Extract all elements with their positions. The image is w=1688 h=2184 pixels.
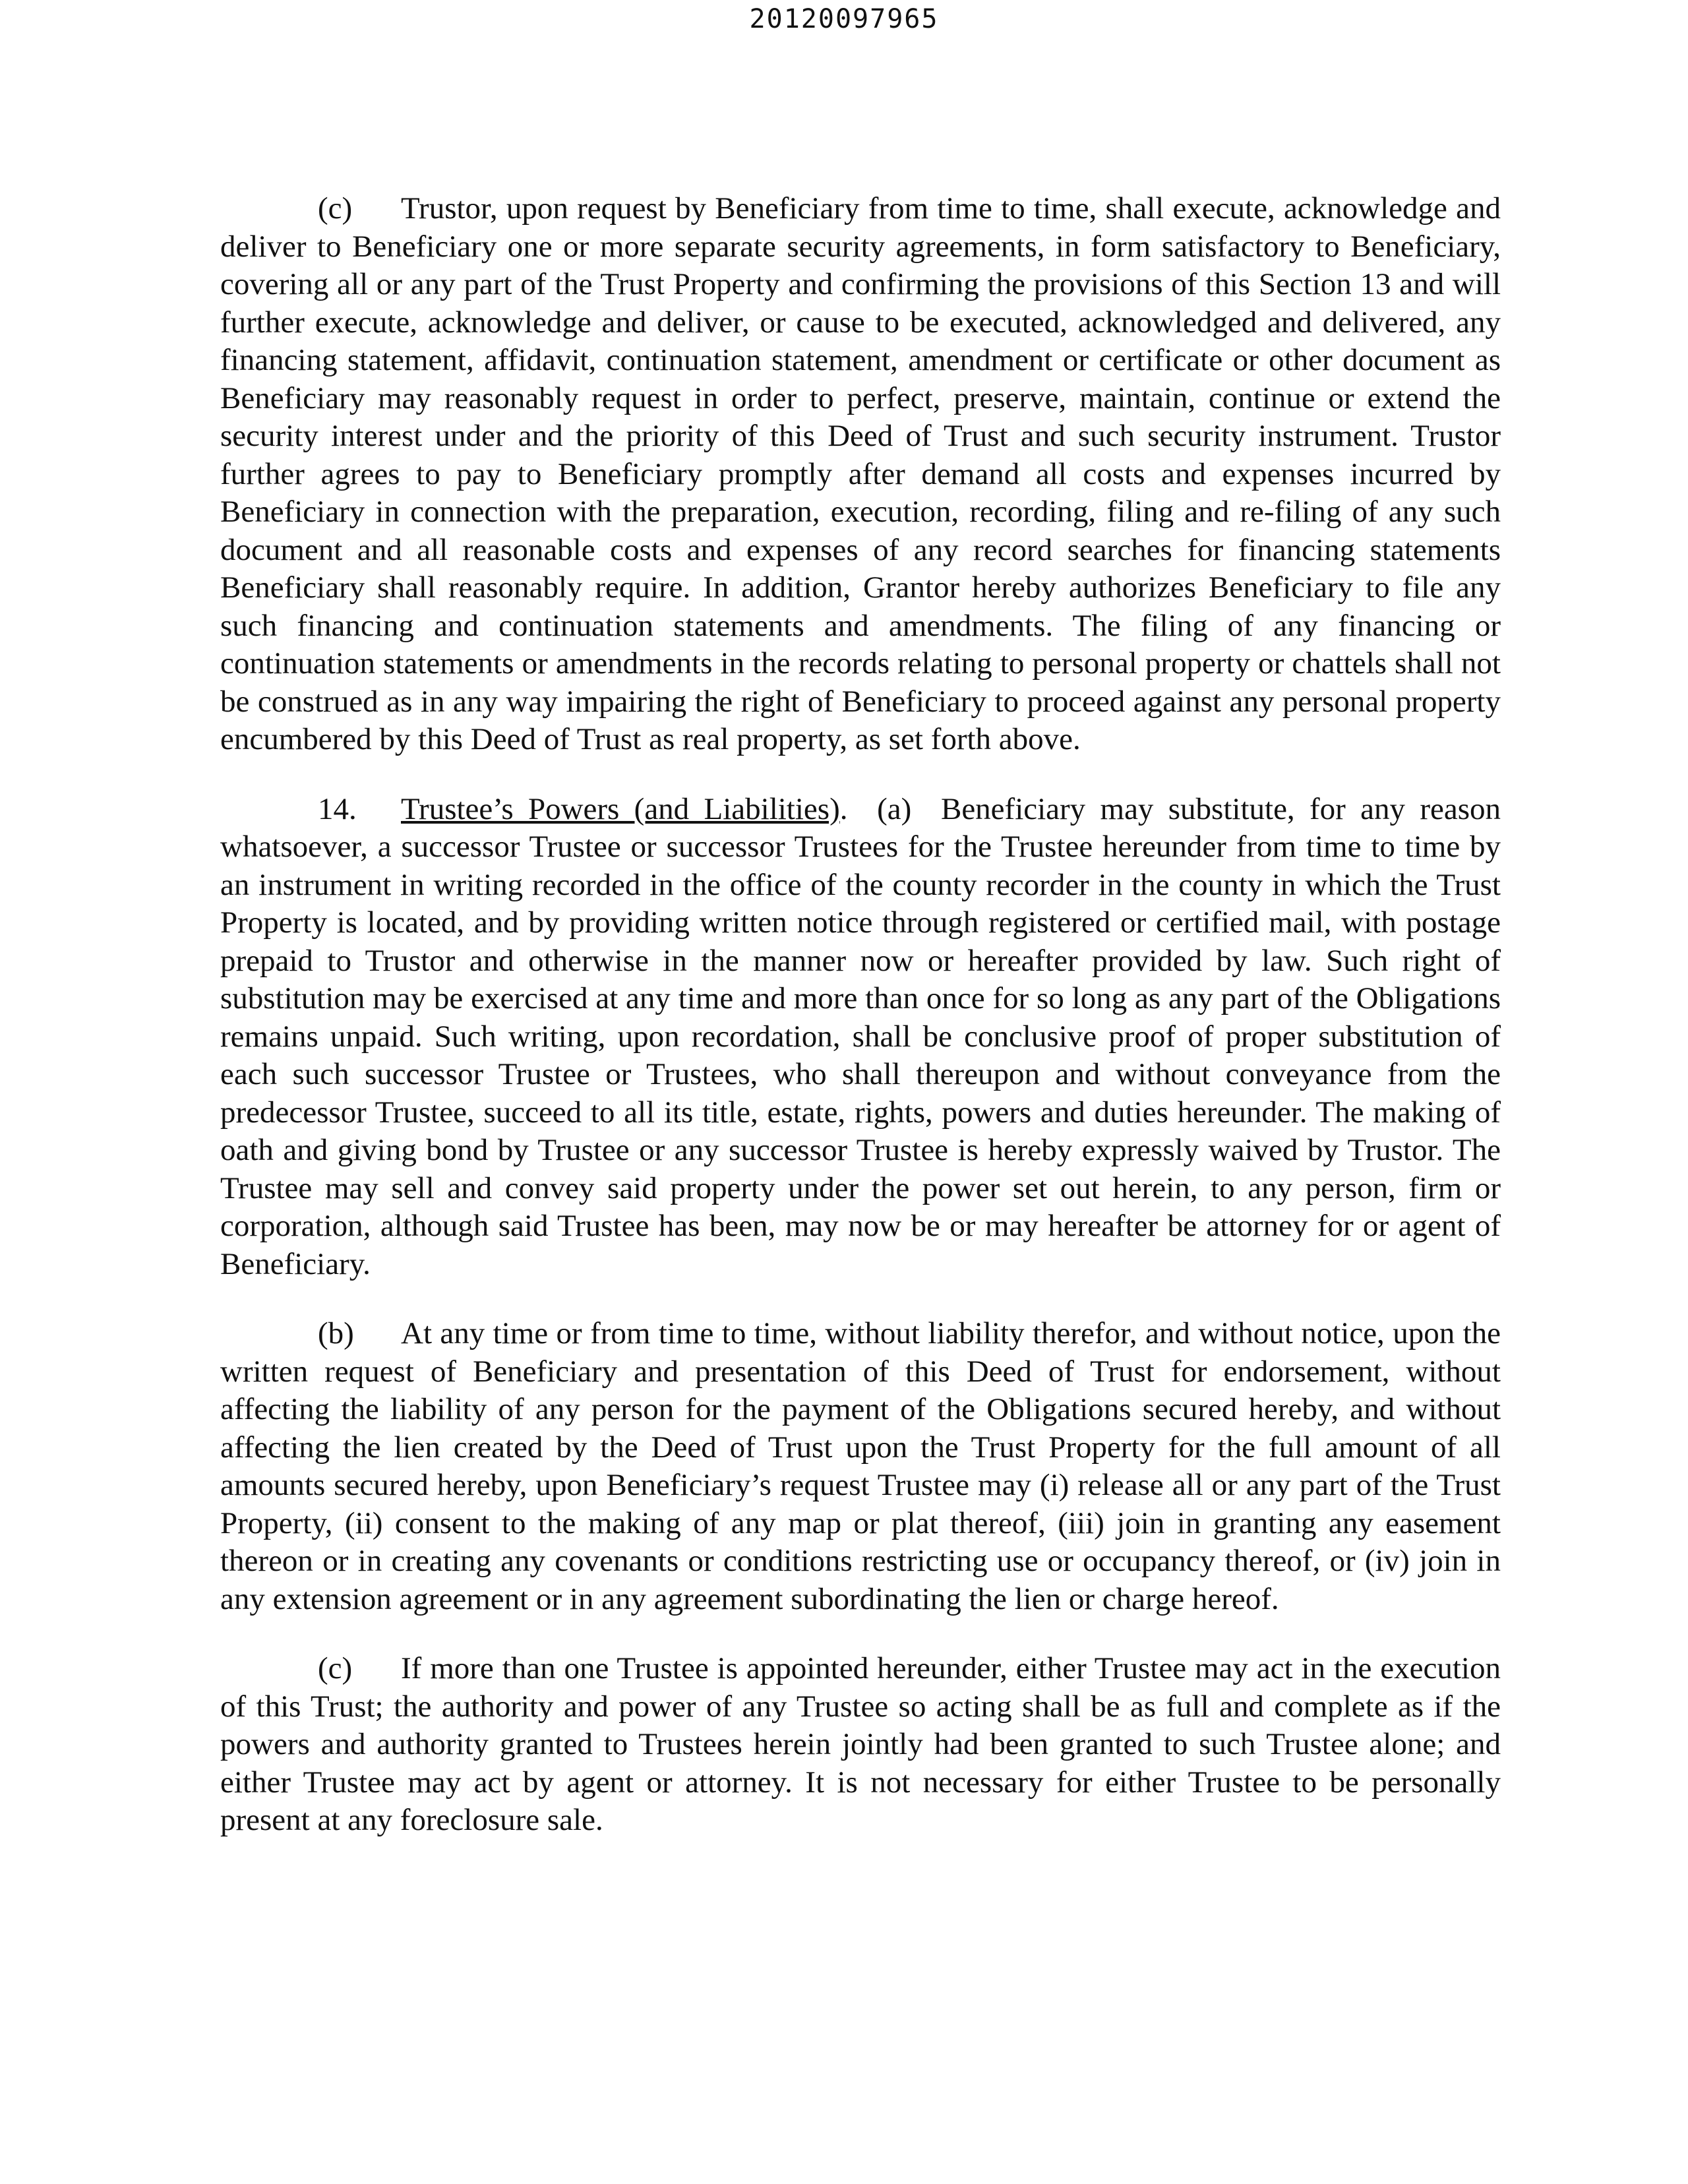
document-body — [220, 190, 1501, 1871]
section-heading-period: . — [839, 791, 848, 826]
section-heading-14: Trustee’s Powers (and Liabilities) — [401, 791, 840, 826]
section-number-14: 14. — [318, 791, 357, 826]
paragraph-14b — [220, 1315, 1501, 1618]
paragraph-13c — [220, 190, 1501, 759]
subsection-label-14c: (c) — [318, 1651, 353, 1685]
paragraph-14a — [220, 791, 1501, 1284]
paragraph-14b-text: At any time or from time to time, without liability therefor, and without notice, upon the written request of Beneficiary and presentation of this Deed of Trust for endorsement, without affecting the liability of any person for the payment of the Obligations secured hereby, and without affecting the lien created by the Deed of Trust upon the Trust Property for the full amount of all amounts secured hereby, upon Beneficiary’s request Trustee may (i) release all or any part of the Trust Property, (ii) consent to the making of any map or plat thereof, (iii) join in granting any easement thereon or in creating any covenants or conditions restricting use or occupancy thereof, or (iv) join in any extension agreement or in any agreement subordinating the lien or charge hereof. — [220, 1316, 1501, 1616]
paragraph-14c — [220, 1650, 1501, 1840]
paragraph-13c-text: Trustor, upon request by Beneficiary from time to time, shall execute, acknowledge and deliver to Beneficiary one or more separate security agreements, in form satisfactory to Beneficiary, covering all or any part of the Trust Property and confirming the provisions of this Section 13 and will further execute, acknowledge and deliver, or cause to be executed, acknowledged and delivered, any financing statement, affidavit, continuation statement, amendment or certificate or other document as Beneficiary may reasonably request in order to perfect, preserve, maintain, continue or extend the security interest under and the priority of this Deed of Trust and such security instrument. Trustor further agrees to pay to Beneficiary promptly after demand all costs and expenses incurred by Beneficiary in connection with the preparation, execution, recording, filing and re-filing of any such document and all reasonable costs and expenses of any record searches for financing statements Beneficiary shall reasonably require. In addition, Grantor hereby authorizes Beneficiary to file any such financing and continuation statements and amendments. The filing of any financing or continuation statements or amendments in the records relating to personal property or chattels shall not be construed as in any way impairing the right of Beneficiary to proceed against any personal property encumbered by this Deed of Trust as real property, as set forth above. — [220, 191, 1501, 756]
paragraph-14c-text: If more than one Trustee is appointed hereunder, either Trustee may act in the execution of this Trust; the authority and power of any Trustee so acting shall be as full and complete as if the powers and authority granted to Trustees herein jointly had been granted to such Trustee alone; and either Trustee may act by agent or attorney. It is not necessary for either Trustee to be personally present at any foreclosure sale. — [220, 1651, 1501, 1837]
document-number: 20120097965 — [749, 4, 939, 34]
subsection-label-13c: (c) — [318, 191, 353, 226]
subsection-label-14a: (a) — [877, 791, 912, 826]
paragraph-14a-text: Beneficiary may substitute, for any reason whatsoever, a successor Trustee or successor Trustees for the Trustee hereunder from time to time by an instrument in writing recorded in the office of the county recorder in the county in which the Trust Property is located, and by providing written notice through registered or certified mail, with postage prepaid to Trustor and otherwise in the manner now or hereafter provided by law. Such right of substitution may be exercised at any time and more than once for so long as any part of the Obligations remains unpaid. Such writing, upon recordation, shall be conclusive proof of proper substitution of each such successor Trustee or Trustees, who shall thereupon and without conveyance from the predecessor Trustee, succeed to all its title, estate, rights, powers and duties hereunder. The making of oath and giving bond by Trustee or any successor Trustee is hereby expressly waived by Trustor. The Trustee may sell and convey said property under the power set out herein, to any person, firm or corporation, although said Trustee has been, may now be or may hereafter be attorney for or agent of Beneficiary. — [220, 791, 1501, 1281]
subsection-label-14b: (b) — [318, 1316, 354, 1350]
